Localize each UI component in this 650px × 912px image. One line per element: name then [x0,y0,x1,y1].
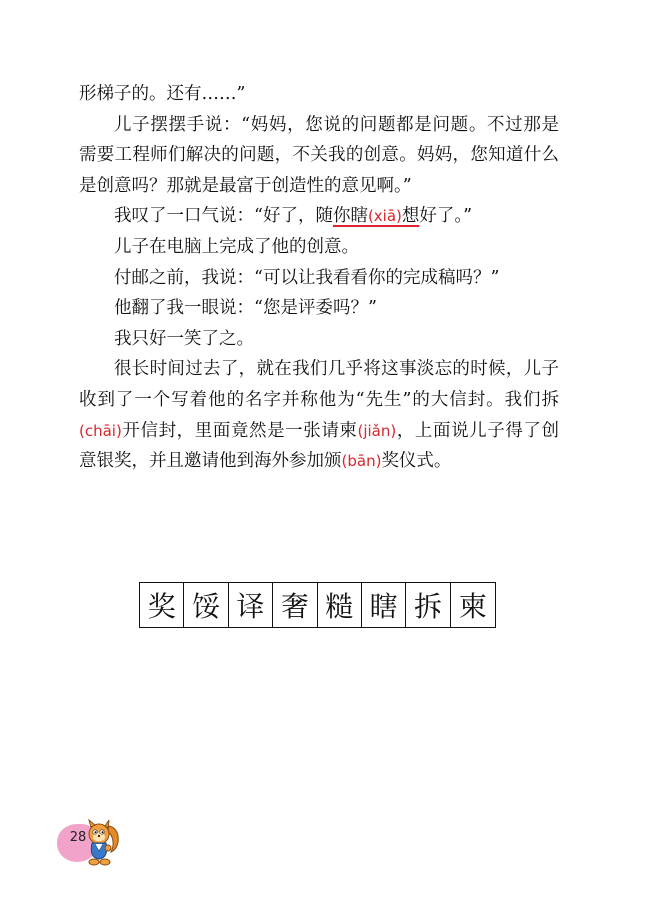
text-segment: 儿子摆摆手说：“妈妈，您说的问题都是问题。不过那是需要工程师们解决的问题，不关我的创意。妈妈，您知道什么是创意吗？那就是最富于创造性的意见啊。” [79,114,559,196]
new-character-cell: 拆 [406,583,450,627]
new-character-cell: 奢 [273,583,317,627]
paragraph [79,324,559,355]
paragraph [79,79,559,110]
new-character-cell: 译 [229,583,273,627]
new-character-cell: 奖 [140,583,184,627]
text-segment: 儿子在电脑上完成了他的创意。 [114,236,359,257]
text-segment: 我只好一笑了之。 [114,328,254,349]
text-segment: 你瞎 [332,206,368,227]
text-segment: 我叹了一口气说：“好了，随 [114,206,333,227]
page-footer [57,818,119,870]
paragraph [79,263,559,294]
paragraph [79,354,559,476]
new-character-cell: 柬 [458,590,487,623]
paragraph [79,201,559,232]
page-number: 28 [69,830,87,845]
text-segment: 奖仪式。 [381,451,452,472]
pinyin-annotation: (xiā) [367,207,402,226]
text-segment: 形梯子的。还有……” [79,84,246,104]
paragraph [79,232,559,263]
text-segment: 付邮之前，我说：“可以让我看看你的完成稿吗？” [114,267,500,288]
text-segment: ，上面说儿子得了创意银奖，并且邀请他到海外参加颁 [79,420,560,472]
new-character-cell: 瞎 [362,583,406,627]
text-segment: 开信封，里面竟然是一张请柬 [121,420,358,441]
paragraph [79,110,559,202]
text-segment: 他翻了我一眼说：“您是评委吗？” [114,298,377,319]
cartoon-squirrel-icon [81,818,121,870]
new-characters-grid [139,582,496,628]
text-segment: 好了。” [419,206,473,227]
new-character-cell: 馁 [184,583,228,627]
pinyin-annotation: (bān) [341,452,382,471]
paragraph [79,293,559,324]
pinyin-annotation: (chāi) [79,421,122,440]
text-segment: 想 [401,206,420,227]
text-segment: 很长时间过去了，就在我们几乎将这事淡忘的时候，儿子收到了一个写着他的名字并称他为“先生”的大信封。我们拆 [79,359,559,410]
new-character-cell: 糙 [318,583,362,627]
pinyin-annotation: (jiǎn) [357,421,397,440]
story-text [79,79,559,477]
